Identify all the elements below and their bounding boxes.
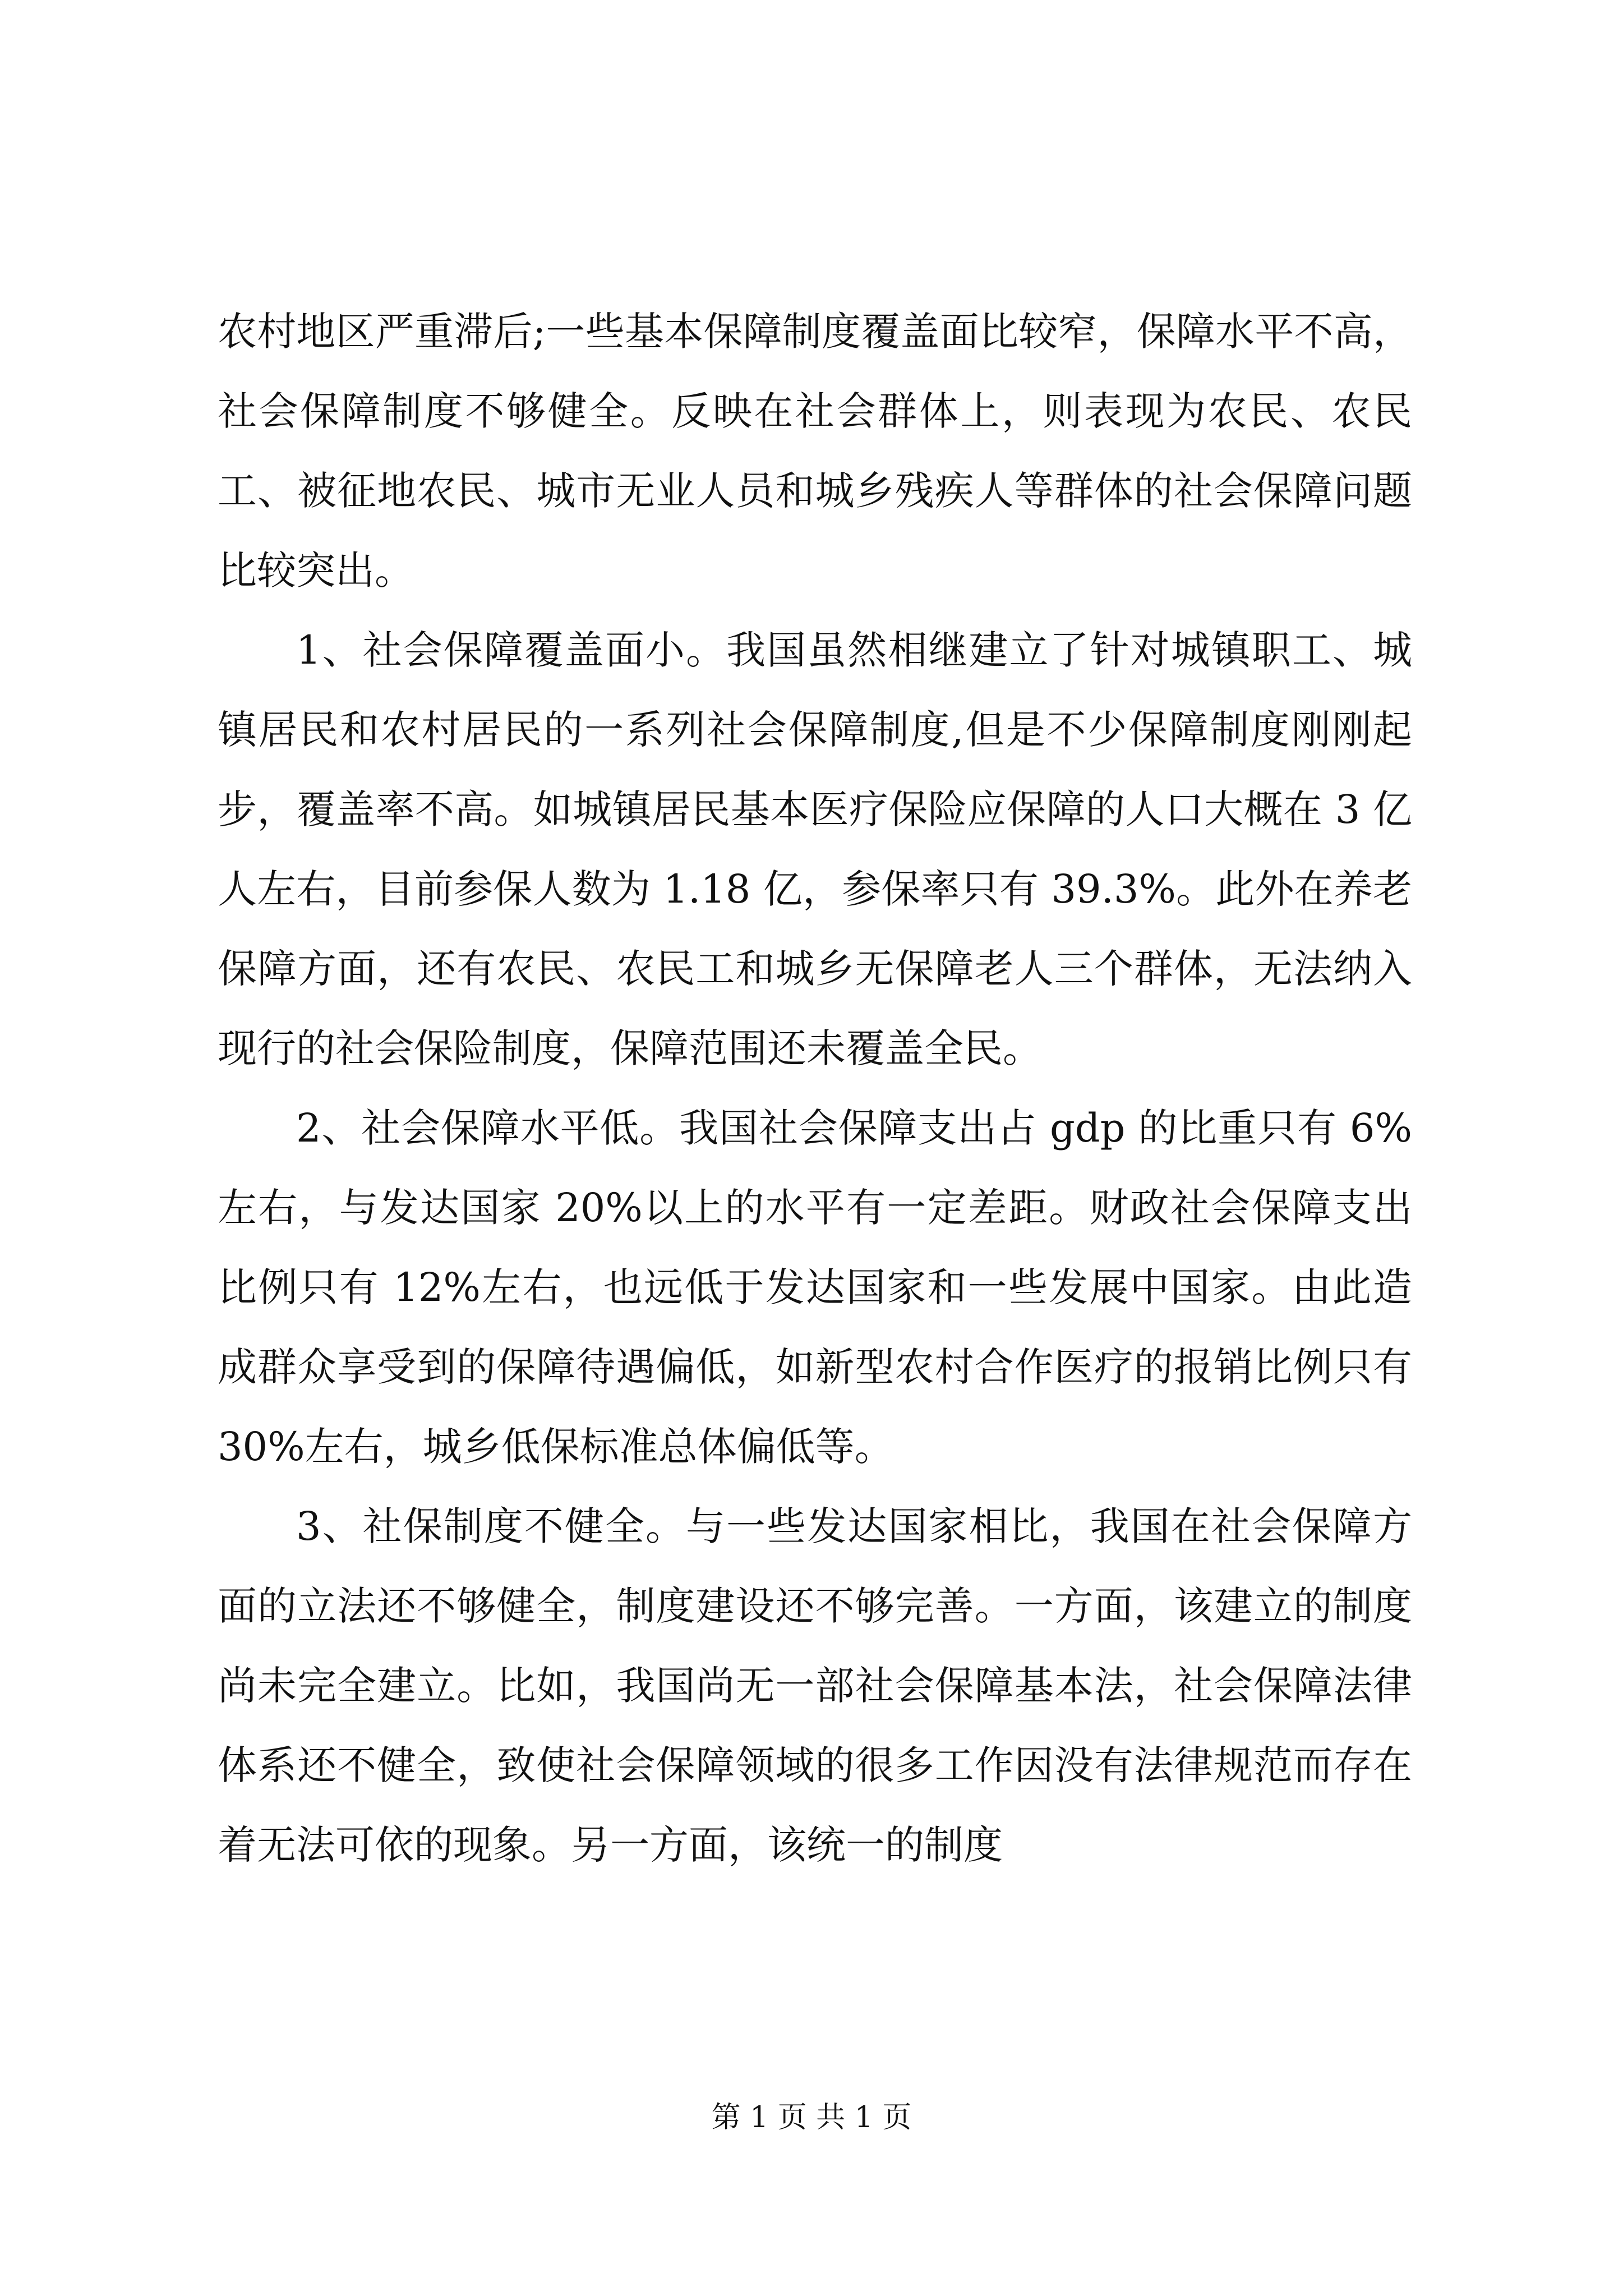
paragraph-level: 2、社会保障水平低。我国社会保障支出占 gdp 的比重只有 6%左右，与发达国家 20%以上的水平有一定差距。财政社会保障支出比例只有 12%左右，也远低于发达国家和一些发展中国家。由此造成群众享受到的保障待遇偏低，如新型农村合作医疗的报销比例只有 30%左右，城乡低保标准总体偏低等。 (218, 1105, 1412, 1470)
document-body (218, 292, 1412, 1885)
paragraph-system: 3、社保制度不健全。与一些发达国家相比，我国在社会保障方面的立法还不够健全，制度建设还不够完善。一方面，该建立的制度尚未完全建立。比如，我国尚无一部社会保障基本法，社会保障法律体系还不健全，致使社会保障领域的很多工作因没有法律规范而存在着无法可依的现象。另一方面，该统一的制度 (218, 1503, 1412, 1868)
page-footer: 第 1 页 共 1 页 (711, 2101, 912, 2134)
paragraph-intro: 农村地区严重滞后;一些基本保障制度覆盖面比较窄，保障水平不高，社会保障制度不够健全。反映在社会群体上，则表现为农民、农民工、被征地农民、城市无业人员和城乡残疾人等群体的社会保障问题比较突出。 (218, 309, 1412, 593)
paragraph-coverage: 1、社会保障覆盖面小。我国虽然相继建立了针对城镇职工、城镇居民和农村居民的一系列社会保障制度,但是不少保障制度刚刚起步，覆盖率不高。如城镇居民基本医疗保险应保障的人口大概在 3 亿人左右，目前参保人数为 1.18 亿，参保率只有 39.3%。此外在养老保障方面，还有农民、农民工和城乡无保障老人三个群体，无法纳入现行的社会保险制度，保障范围还未覆盖全民。 (218, 627, 1412, 1071)
